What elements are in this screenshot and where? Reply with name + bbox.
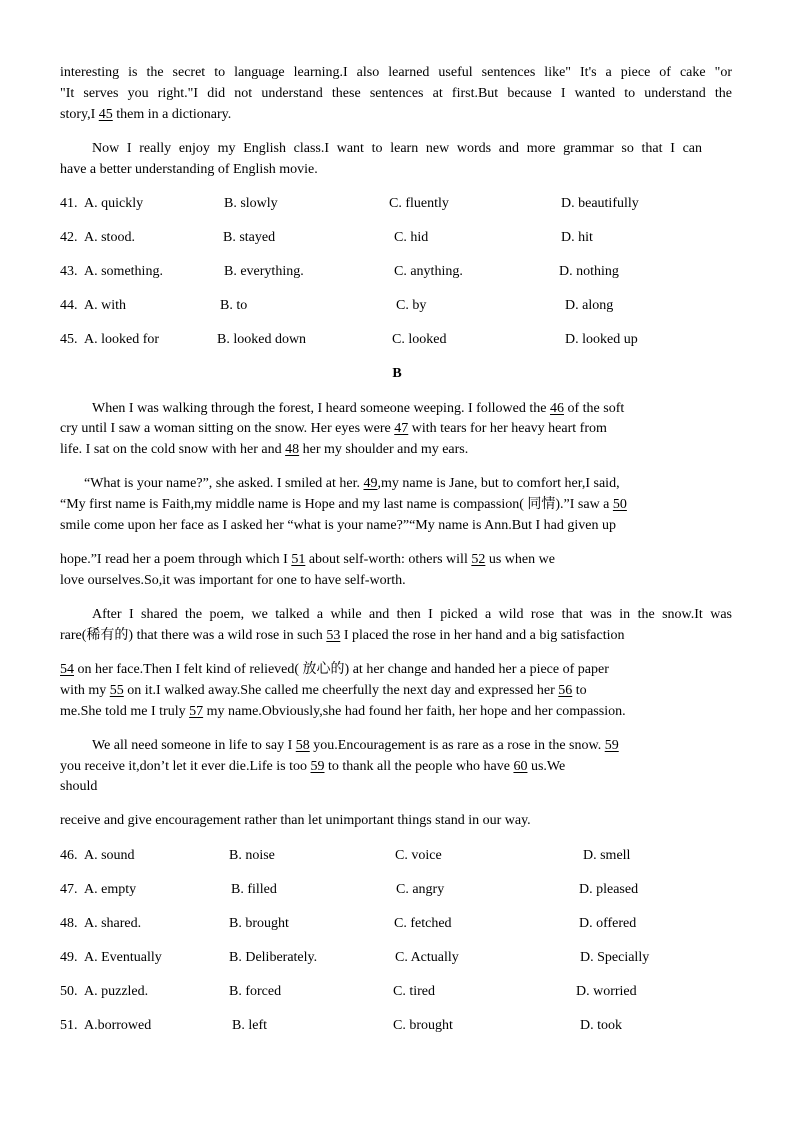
passage-text: her my shoulder and my ears. [299, 442, 469, 457]
option-d: D. pleased [579, 882, 639, 897]
option-b: B. Deliberately. [229, 950, 318, 965]
passage-b-line: should [60, 779, 98, 794]
option-a: A. empty [84, 882, 137, 897]
option-c: C. voice [395, 848, 442, 863]
option-d: D. smell [583, 848, 631, 863]
option-d: D. took [580, 1018, 622, 1033]
option-c: C. angry [396, 882, 445, 897]
option-b: B. left [232, 1018, 267, 1033]
passage-text: me.She told me I truly [60, 704, 190, 719]
option-b: B. forced [229, 984, 282, 999]
blank-46: 46 [549, 401, 564, 416]
passage-text: “What is your name?”, she asked. I smiled at her. [84, 476, 364, 491]
passage-text: with my [60, 683, 110, 698]
question-number: 44. [60, 298, 78, 313]
passage-text: hope.”I read her a poem through which I [60, 552, 292, 567]
passage-b-line: After I shared the poem, we talked a while and then I picked a wild rose that was in the snow.It was [92, 607, 732, 622]
passage-b-line [60, 757, 732, 777]
passage-b-line [60, 550, 732, 570]
passage-a-text: them in a dictionary. [112, 107, 232, 122]
blank-60: 60 [513, 759, 528, 774]
option-c: C. brought [393, 1018, 453, 1033]
blank-51: 51 [291, 552, 306, 567]
passage-text: of the soft [563, 401, 625, 416]
option-a: A. something. [84, 264, 163, 279]
blank-53: 53 [326, 628, 341, 643]
question-number: 51. [60, 1018, 78, 1033]
passage-text: us.We [527, 759, 566, 774]
passage-text: with tears for her heavy heart from [408, 421, 607, 436]
option-d: D. nothing [559, 264, 619, 279]
passage-b-line: love ourselves.So,it was important for one to have self-worth. [60, 573, 406, 588]
passage-text: I placed the rose in her hand and a big satisfaction [340, 628, 625, 643]
passage-a-line-3 [60, 105, 732, 125]
option-d: D. looked up [565, 332, 638, 347]
passage-text: rare(稀有的) that there was a wild rose in such [60, 628, 327, 643]
passage-text: us when we [485, 552, 555, 567]
option-c: C. Actually [395, 950, 459, 965]
question-number: 45. [60, 332, 78, 347]
question-number: 46. [60, 848, 78, 863]
option-a: A. Eventually [84, 950, 162, 965]
blank-56: 56 [558, 683, 573, 698]
passage-text: you receive it,don’t let it ever die.Life is too [60, 759, 311, 774]
option-c: C. looked [392, 332, 447, 347]
passage-a-line-5: have a better understanding of English movie. [60, 162, 318, 177]
option-a: A. looked for [84, 332, 160, 347]
option-d: D. worried [576, 984, 637, 999]
passage-a-line-4: Now I really enjoy my English class.I want to learn new words and more grammar so that I can [92, 141, 702, 156]
option-b: B. brought [229, 916, 289, 931]
passage-b-line [60, 495, 732, 515]
option-b: B. everything. [224, 264, 304, 279]
passage-b-line [60, 440, 732, 460]
option-c: C. anything. [394, 264, 463, 279]
option-a: A. quickly [84, 196, 144, 211]
question-number: 42. [60, 230, 78, 245]
passage-b-line [60, 681, 732, 701]
option-a: A. stood. [84, 230, 135, 245]
passage-a-line-2: "It serves you right."I did not understand these sentences at first.But because I wanted to understand the [60, 86, 732, 101]
option-a: A. shared. [84, 916, 142, 931]
passage-text: on it.I walked away.She called me cheerfully the next day and expressed her [123, 683, 559, 698]
blank-57: 57 [189, 704, 204, 719]
blank-45: 45 [98, 107, 113, 122]
option-d: D. along [565, 298, 614, 313]
option-d: D. beautifully [561, 196, 639, 211]
blank-52: 52 [471, 552, 486, 567]
passage-text: you.Encouragement is as rare as a rose in the snow. [309, 738, 605, 753]
blank-58: 58 [295, 738, 310, 753]
option-d: D. offered [579, 916, 637, 931]
blank-59: 59 [310, 759, 325, 774]
option-a: A. with [84, 298, 126, 313]
question-number: 50. [60, 984, 78, 999]
option-b: B. to [220, 298, 248, 313]
question-number: 47. [60, 882, 78, 897]
passage-b-line: receive and give encouragement rather than let unimportant things stand in our way. [60, 813, 531, 828]
passage-b-line [60, 702, 732, 722]
passage-text: We all need someone in life to say I [92, 738, 296, 753]
option-a: A.borrowed [84, 1018, 152, 1033]
option-b: B. slowly [224, 196, 278, 211]
option-b: B. noise [229, 848, 275, 863]
blank-50: 50 [612, 497, 627, 512]
passage-text: to thank all the people who have [324, 759, 514, 774]
passage-a-text: story,I [60, 107, 99, 122]
passage-a-line-1: interesting is the secret to language learning.I also learned useful sentences like" It's a piece of cake "or [60, 65, 732, 80]
passage-b-line [84, 474, 732, 494]
passage-b-line [92, 736, 732, 756]
question-number: 43. [60, 264, 78, 279]
question-number: 49. [60, 950, 78, 965]
passage-text: ,my name is Jane, but to comfort her,I said, [377, 476, 620, 491]
passage-text: on her face.Then I felt kind of relieved( 放心的) at her change and handed her a piece of paper [74, 662, 609, 677]
question-number: 48. [60, 916, 78, 931]
option-c: C. tired [393, 984, 435, 999]
blank-54: 54 [60, 662, 74, 677]
passage-text: my name.Obviously,she had found her faith, her hope and her compassion. [203, 704, 626, 719]
option-d: D. hit [561, 230, 593, 245]
passage-text: about self-worth: others will [305, 552, 472, 567]
question-number: 41. [60, 196, 78, 211]
option-c: C. fetched [394, 916, 452, 931]
option-c: C. hid [394, 230, 429, 245]
passage-b-line: smile come upon her face as I asked her “what is your name?”“My name is Ann.But I had given up [60, 518, 616, 533]
option-a: A. puzzled. [84, 984, 149, 999]
passage-b-line [60, 660, 732, 680]
option-d: D. Specially [580, 950, 650, 965]
option-b: B. filled [231, 882, 277, 897]
section-b-heading: B [392, 366, 402, 381]
passage-text: life. I sat on the cold snow with her and [60, 442, 286, 457]
blank-49: 49 [363, 476, 378, 491]
option-b: B. stayed [223, 230, 276, 245]
passage-text: “My first name is Faith,my middle name is Hope and my last name is compassion( 同情).”I saw a [60, 497, 613, 512]
passage-b-line [60, 419, 732, 439]
blank-59: 59 [604, 738, 619, 753]
blank-48: 48 [285, 442, 300, 457]
blank-47: 47 [394, 421, 409, 436]
option-a: A. sound [84, 848, 135, 863]
passage-b-line [92, 399, 732, 419]
option-c: C. fluently [389, 196, 449, 211]
option-b: B. looked down [217, 332, 307, 347]
option-c: C. by [396, 298, 427, 313]
passage-b-line [60, 626, 732, 646]
passage-text: to [572, 683, 587, 698]
passage-text: When I was walking through the forest, I heard someone weeping. I followed the [92, 401, 550, 416]
passage-text: cry until I saw a woman sitting on the snow. Her eyes were [60, 421, 395, 436]
blank-55: 55 [109, 683, 124, 698]
